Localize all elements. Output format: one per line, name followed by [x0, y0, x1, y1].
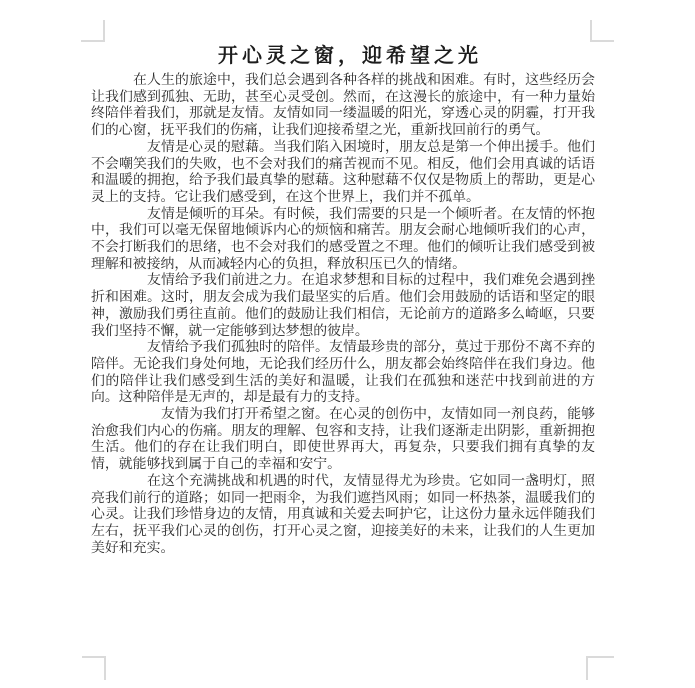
- essay-paragraph: 友情是心灵的慰藉。当我们陷入困境时，朋友总是第一个伸出援手。他们不会嘲笑我们的失败，也不会对我们的痛苦视而不见。相反，他们会用真诚的话语和温暖的拥抱，给予我们最真挚的慰藉。这种慰藉不仅仅是物质上的帮助，更是心灵上的支持。它让我们感受到，在这个世界上，我们并不孤单。: [91, 139, 595, 205]
- margin-crop-mark-bottom-right: [586, 656, 614, 680]
- essay-paragraph: 友情给予我们孤独时的陪伴。友情最珍贵的部分，莫过于那份不离不弃的陪伴。无论我们身处何地，无论我们经历什么，朋友都会始终陪伴在我们身边。他们的陪伴让我们感受到生活的美好和温暖，让我们在孤独和迷茫中找到前进的方向。这种陪伴是无声的，却是最有力的支持。: [91, 340, 595, 406]
- essay-paragraph: 在这个充满挑战和机遇的时代，友情显得尤为珍贵。它如同一盏明灯，照亮我们前行的道路；如同一把雨伞，为我们遮挡风雨；如同一杯热茶，温暖我们的心灵。让我们珍惜身边的友情，用真诚和关爱去呵护它，让这份力量永远伴随我们左右，抚平我们心灵的创伤，打开心灵之窗，迎接美好的未来，让我们的人生更加美好和充实。: [91, 473, 595, 556]
- essay-body: [91, 73, 595, 557]
- margin-crop-mark-top-right: [590, 20, 614, 42]
- margin-crop-mark-bottom-left: [82, 656, 106, 680]
- margin-crop-mark-top-left: [81, 20, 105, 42]
- document-title: 开心灵之窗，迎希望之光: [218, 45, 482, 67]
- essay-paragraph: 在人生的旅途中，我们总会遇到各种各样的挑战和困难。有时，这些经历会让我们感到孤独、无助，甚至心灵受创。然而，在这漫长的旅途中，有一种力量始终陪伴着我们，那就是友情。友情如同一缕温暖的阳光，穿透心灵的阴霾，打开我们的心窗，抚平我们的伤痛，让我们迎接希望之光，重新找回前行的勇气。: [91, 73, 595, 139]
- text-area: [91, 46, 595, 557]
- essay-paragraph: 友情给予我们前进之力。在追求梦想和目标的过程中，我们难免会遇到挫折和困难。这时，朋友会成为我们最坚实的后盾。他们会用鼓励的话语和坚定的眼神，激励我们勇往直前。他们的鼓励让我们相信，无论前方的道路多么崎岖，只要我们坚持不懈，就一定能够到达梦想的彼岸。: [91, 273, 595, 339]
- essay-paragraph: 友情为我们打开希望之窗。在心灵的创伤中，友情如同一剂良药，能够治愈我们内心的伤痛。朋友的理解、包容和支持，让我们逐渐走出阴影，重新拥抱生活。他们的存在让我们明白，即使世界再大，再复杂，只要我们拥有真挚的友情，就能够找到属于自己的幸福和安宁。: [91, 407, 595, 473]
- essay-paragraph: 友情是倾听的耳朵。有时候，我们需要的只是一个倾听者。在友情的怀抱中，我们可以毫无保留地倾诉内心的烦恼和痛苦。朋友会耐心地倾听我们的心声，不会打断我们的思绪，也不会对我们的感受置之不理。他们的倾听让我们感受到被理解和被接纳，从而减轻内心的负担，释放积压已久的情绪。: [91, 206, 595, 272]
